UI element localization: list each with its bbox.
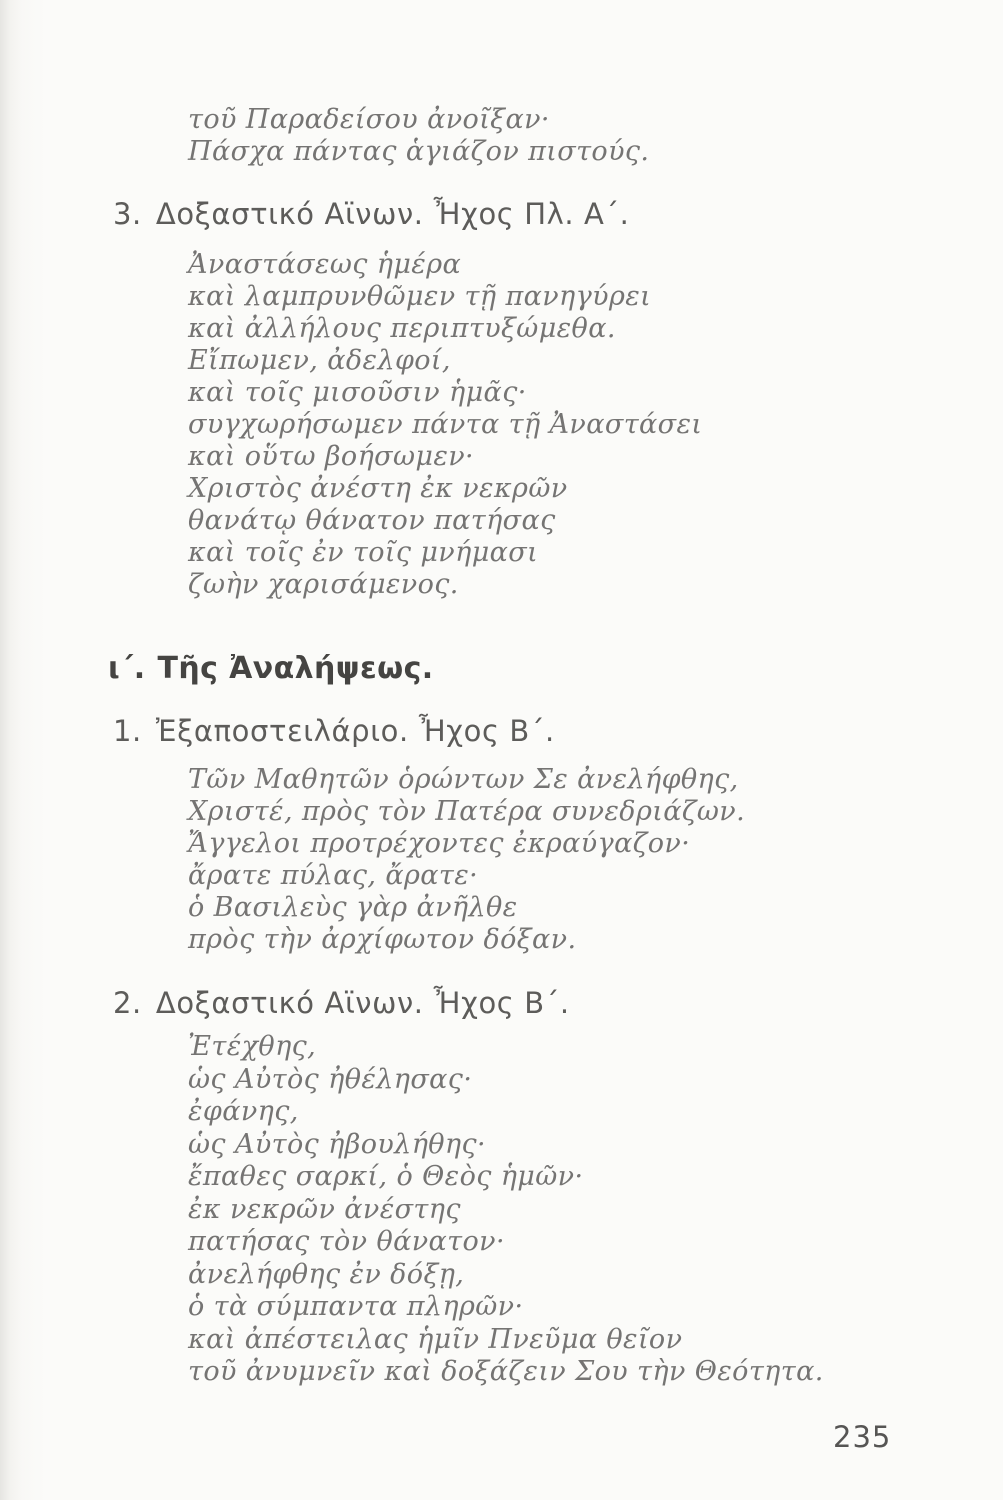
verse-line: τοῦ ἀνυμνεῖν καὶ δοξάζειν Σου τὴν Θεότητα. [188,1356,824,1387]
section-heading-3 [113,197,629,231]
verse-line: Εἴπωμεν, ἀδελφοί, [188,345,451,376]
verse-line: Ἐτέχθης, [188,1031,317,1062]
verse-line: πατήσας τὸν θάνατον· [188,1226,505,1257]
verse-line: καὶ οὕτω βοήσωμεν· [188,441,475,472]
heading-number: 2. [113,986,142,1020]
heading-number: 3. [113,197,142,231]
heading-label: Ἐξαποστειλάριο. Ἦχος Β΄. [155,714,555,748]
page-number: 235 [833,1420,892,1454]
verse-line: ἐφάνης, [188,1096,299,1127]
verse-line: ὁ Βασιλεὺς γὰρ ἀνῆλθε [188,892,518,923]
verse-line: τοῦ Παραδείσου ἀνοῖξαν· [188,104,550,135]
verse-line: πρὸς τὴν ἀρχίφωτον δόξαν. [188,924,577,955]
heading-label: Δοξαστικό Αϊνων. Ἦχος Πλ. Α΄. [155,197,630,231]
verse-line: καὶ τοῖς μισοῦσιν ἡμᾶς· [188,377,527,408]
section-heading-1 [113,714,555,748]
verse-line: ἔπαθες σαρκί, ὁ Θεὸς ἡμῶν· [188,1161,584,1192]
verse-line: ὡς Αὐτὸς ἠθέλησας· [188,1063,473,1095]
verse-block-anastaseos [188,249,943,601]
chapter-label: Τῆς Ἀναλήψεως. [157,651,434,686]
heading-number: 1. [113,714,142,748]
verse-line: Χριστὸς ἀνέστη ἐκ νεκρῶν [188,473,568,504]
verse-line: συγχωρήσωμεν πάντα τῇ Ἀναστάσει [188,409,703,440]
verse-line: ἀνελήφθης ἐν δόξῃ, [188,1258,465,1290]
verse-line: θανάτῳ θάνατον πατήσας [188,505,556,536]
verse-line: Πάσχα πάντας ἁγιάζον πιστούς. [188,136,650,167]
verse-line: καὶ τοῖς ἐν τοῖς μνήμασι [188,537,539,568]
verse-line: Ἀναστάσεως ἡμέρα [188,249,462,280]
heading-label: Δοξαστικό Αϊνων. Ἦχος Β΄. [155,986,570,1020]
section-heading-2 [113,986,570,1020]
verse-line: καὶ λαμπρυνθῶμεν τῇ πανηγύρει [188,281,652,312]
chapter-heading-analipseos [108,651,434,686]
verse-block-etechthis [188,1031,943,1389]
verse-line: Τῶν Μαθητῶν ὁρώντων Σε ἀνελήφθης, [188,764,739,795]
verse-line: ἐκ νεκρῶν ἀνέστης [188,1193,461,1225]
verse-line: καὶ ἀλλήλους περιπτυξώμεθα. [188,313,616,344]
verse-line: ὁ τὰ σύμπαντα πληρῶν· [188,1291,524,1322]
verse-line: ζωὴν χαρισάμενος. [188,569,459,600]
verse-line: Χριστέ, πρὸς τὸν Πατέρα συνεδριάζων. [188,796,746,827]
verse-block-exaposteilario [188,764,943,956]
verse-line: ὡς Αὐτὸς ἠβουλήθης· [188,1128,487,1160]
verse-line: Ἄγγελοι προτρέχοντες ἐκραύγαζον· [188,828,691,859]
verse-line: καὶ ἀπέστειλας ἡμῖν Πνεῦμα θεῖον [188,1323,683,1355]
verse-block-opening [188,104,943,168]
page-edge-shadow [0,0,46,1500]
chapter-number: ι΄. [108,651,146,686]
verse-line: ἄρατε πύλας, ἄρατε· [188,860,479,891]
